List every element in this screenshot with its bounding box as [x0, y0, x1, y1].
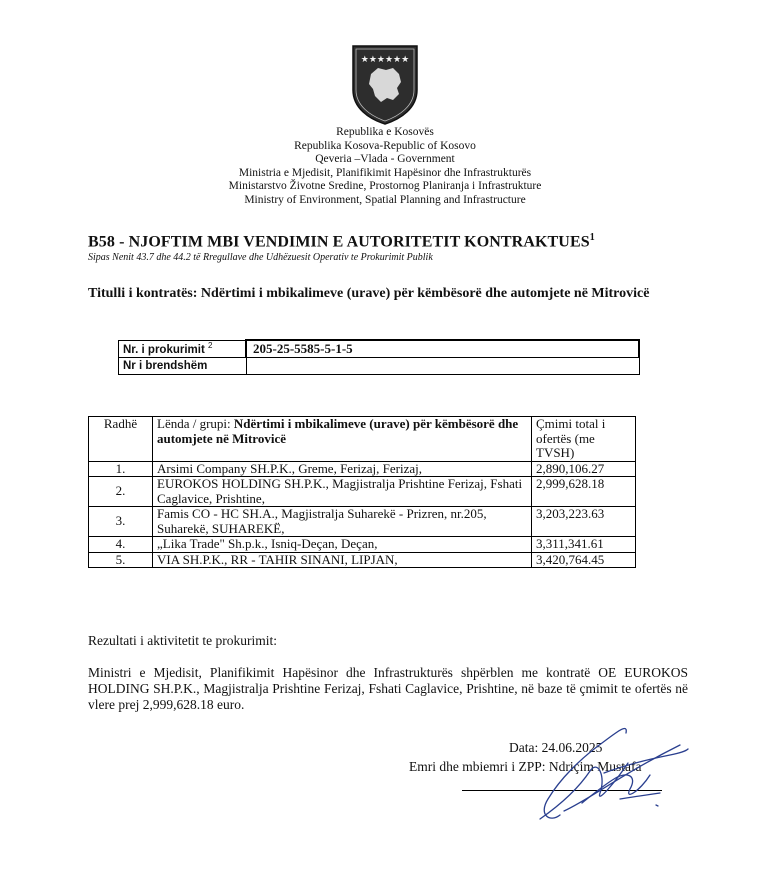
- document-title: [88, 232, 595, 251]
- procurement-number-value: 205-25-5585-5-1-5: [246, 340, 639, 358]
- table-row: [89, 477, 636, 507]
- header-line-ministry-en: Ministry of Environment, Spatial Planning and Infrastructure: [244, 193, 526, 206]
- header-line-government: Qeveria –Vlada - Government: [315, 153, 455, 166]
- header-line-ministry-sr: Ministarstvo Životne Sredine, Prostornog Planiranja i Infrastrukture: [228, 180, 542, 193]
- bid-price: 2,999,628.18: [532, 477, 636, 507]
- header-line-republic-sq: Republika e Kosovës: [336, 126, 434, 138]
- procurement-number-table: [118, 339, 640, 375]
- bid-price: 2,890,106.27: [532, 461, 636, 477]
- table-row: [89, 552, 636, 568]
- header-line-ministry-sq: Ministria e Mjedisit, Planifikimit Hapësinor dhe Infrastrukturës: [238, 166, 532, 179]
- col-lot-header: [153, 417, 532, 462]
- table-row: [89, 537, 636, 553]
- bid-company: Famis CO - HC SH.A., Magjistralja Suharekë - Prizren, nr.205, Suharekë, SUHAREKË,: [153, 507, 532, 537]
- svg-text:★★★★★★: ★★★★★★: [360, 55, 410, 65]
- government-header: [0, 126, 770, 208]
- procurement-number-row: [119, 340, 640, 358]
- bid-rank: 5.: [89, 552, 153, 568]
- kosovo-coat-of-arms-emblem: [351, 44, 419, 126]
- table-row: [89, 461, 636, 477]
- bid-price: 3,203,223.63: [532, 507, 636, 537]
- bid-company: „Lika Trade" Sh.p.k., Isniq-Deçan, Deçan,: [153, 537, 532, 553]
- header-line-republic-sr-en: Republika Kosova-Republic of Kosovo: [294, 139, 476, 152]
- bid-rank: 3.: [89, 507, 153, 537]
- contract-title: Titulli i kontratës: Ndërtimi i mbikalimeve (urave) për këmbësorë dhe automjete në Mitrovicë: [88, 286, 650, 301]
- internal-number-label: Nr i brendshëm: [119, 358, 247, 375]
- result-label: Rezultati i aktivitetit te prokurimit:: [88, 633, 277, 648]
- bid-company: Arsimi Company SH.P.K., Greme, Ferizaj, Ferizaj,: [153, 461, 532, 477]
- bid-price: 3,311,341.61: [532, 537, 636, 553]
- bids-header-row: [89, 417, 636, 462]
- result-text: Ministri e Mjedisit, Planifikimit Hapësinor dhe Infrastrukturës shpërblen me kontratë OE EUROKOS HOLDING SH.P.K., Magjistralja Prishtine Ferizaj, Fshati Caglavice, Prishtine, në baze të çmimit te ofertës në vlere prej 2,999,628.18 euro.: [88, 665, 688, 712]
- col-rank-header: Radhë: [89, 417, 153, 462]
- procurement-footnote-mark: 2: [208, 341, 213, 351]
- lot-name: Ndërtimi i mbikalimeve (urave) për këmbësorë dhe automjete në Mitrovicë: [157, 416, 519, 446]
- title-footnote-mark: 1: [589, 232, 595, 243]
- bid-company: EUROKOS HOLDING SH.P.K., Magjistralja Prishtine Ferizaj, Fshati Caglavice, Prishtine,: [153, 477, 532, 507]
- internal-number-value: [246, 358, 639, 375]
- procurement-number-label: Nr. i prokurimit $^2$: [119, 340, 247, 358]
- lot-prefix: Lënda / grupi:: [157, 416, 234, 431]
- document-subtitle: Sipas Nenit 43.7 dhe 44.2 të Rregullave dhe Udhëzuesit Operativ te Prokurimit Publik: [88, 252, 433, 263]
- internal-number-row: [119, 358, 640, 375]
- bid-price: 3,420,764.45: [532, 552, 636, 568]
- document-title-text: B58 - NJOFTIM MBI VENDIMIN E AUTORITETIT KONTRAKTUES: [88, 233, 590, 251]
- col-price-header: Çmimi total i ofertës (me TVSH): [532, 417, 636, 462]
- handwritten-signature: [520, 715, 690, 827]
- bid-company: VIA SH.P.K., RR - TAHIR SINANI, LIPJAN,: [153, 552, 532, 568]
- bid-rank: 4.: [89, 537, 153, 553]
- table-row: [89, 507, 636, 537]
- bid-rank: 2.: [89, 477, 153, 507]
- bids-table: [88, 416, 636, 568]
- signature-date: Data: 24.06.2025: [509, 740, 603, 755]
- bid-rank: 1.: [89, 461, 153, 477]
- signer-name: Emri dhe mbiemri i ZPP: Ndriçim Mustafa: [409, 759, 642, 774]
